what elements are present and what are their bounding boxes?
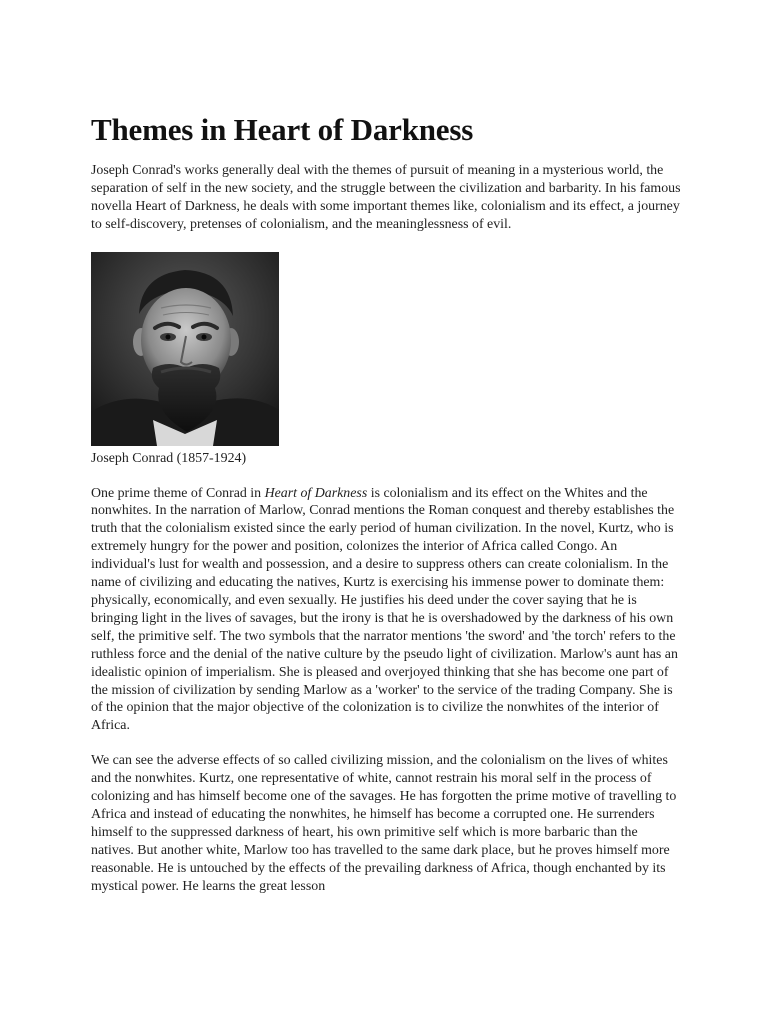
body-paragraph-2: We can see the adverse effects of so called civilizing mission, and the colonialism on the lives of whites and the nonwhites. Kurtz, one representative of white, cannot restrain his moral self in the process of colonizing and has himself become one of the savages. He has forgotten the prime motive of travelling to Africa and instead of educating the nonwhites, he himself has become a corrupted one. He surrenders himself to the suppressed darkness of heart, his own primitive self which is more barbaric than the natives. But another white, Marlow too has travelled to the same dark place, but he proves himself more reasonable. He is untouched by the effects of the prevailing darkness of Africa, though enchanted by its mystical power. He learns the great lesson bbox=[91, 753, 677, 894]
portrait-caption: Joseph Conrad (1857-1924) bbox=[91, 450, 247, 466]
body-paragraph-1 bbox=[91, 485, 683, 736]
document-page bbox=[91, 112, 683, 895]
intro-paragraph: Joseph Conrad's works generally deal with the themes of pursuit of meaning in a mysterious world, the separation of self in the new society, and the struggle between the civilization and barbarity. In his famous novella Heart of Darkness, he deals with some important themes like, colonialism and its effect, a journey to self-discovery, pretenses of colonialism, and the meaninglessness of evil. bbox=[91, 163, 681, 232]
page-title: Themes in Heart of Darkness bbox=[91, 112, 474, 147]
portrait-image bbox=[91, 252, 279, 446]
paragraph-1-text-start: One prime theme of Conrad in bbox=[91, 485, 265, 501]
paragraph-1-text-rest: is colonialism and its effect on the Whites and the nonwhites. In the narration of Marlow, Conrad mentions the Roman conquest and thereby establishes the truth that the colonialism existed since the early period of human civilization. In the novel, Kurtz, who is extremely hungry for the power and position, colonizes the interior of Africa called Congo. An individual's lust for wealth and possession, and a desire to suppress others can create colonialism. In the name of civilizing and educating the natives, Kurtz is exercising his immense power to dominate them: physically, economically, and even sexually. He justifies his deed under the cover saying that he is bringing light in the lives of savages, but the irony is that he is overshadowed by the darkness of his own self, the primitive self. The two symbols that the narrator mentions 'the sword' and 'the torch' refers to the ruthless force and the denial of the native culture by the pseudo light of civilization. Marlow's aunt has an idealistic opinion of imperialism. She is pleased and overjoyed thinking that she has become one part of the mission of civilization by sending Marlow as a 'worker' to the service of the trading Company. She is of the opinion that the major objective of the colonization is to civilize the nonwhites of the interior of Africa. bbox=[91, 485, 678, 734]
novel-title-italic: Heart of Darkness bbox=[264, 485, 368, 501]
